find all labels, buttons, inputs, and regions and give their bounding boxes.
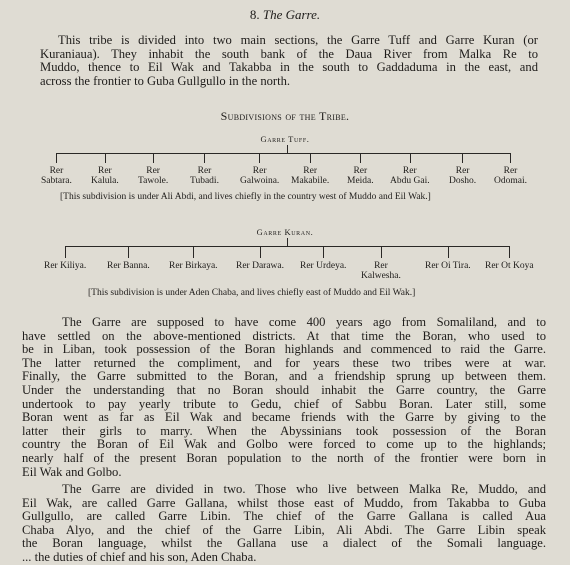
subdivision-node — [347, 166, 374, 186]
node-line-2: Tawole. — [138, 176, 169, 186]
node-line-1: Rer — [146, 166, 160, 176]
node-line-1: Rer — [353, 166, 368, 176]
text-line: Under the understanding that no Boran should inhabit the Garre country, the Garre — [22, 382, 546, 397]
subdivisions-title: Subdivisions of the Tribe. — [220, 109, 350, 123]
text-line: Boran went as far as Eil Wak and became friends with the Garre by giving to the — [22, 410, 546, 425]
tree-connector — [323, 246, 324, 258]
intro-paragraph — [40, 34, 538, 88]
tree-connector — [56, 153, 511, 154]
garre-kuran-label: Garre Kuran. — [256, 227, 314, 237]
tree-connector — [462, 153, 463, 163]
tree-connector — [128, 246, 129, 258]
history-paragraph — [22, 316, 546, 479]
subdivision-node — [291, 166, 329, 186]
subdivision-node — [240, 166, 279, 186]
node-line-2: Sabtara. — [41, 176, 72, 186]
tree-connector — [56, 153, 57, 163]
tree-connector — [65, 246, 66, 258]
tree-connector — [287, 238, 288, 246]
text-line: country the Boran of Eil Wak and Golbo were forced to come up to the highlands; — [22, 437, 546, 452]
node-line-2: Meida. — [347, 176, 374, 186]
text-line: across the frontier to Guba Gullgullo in the north. — [40, 73, 291, 88]
node-line-2: Makabile. — [291, 176, 330, 186]
tree-connector — [287, 145, 288, 153]
text-line: be in Liban, took possession of the Boran highlands and commenced to raid the Garre. — [22, 342, 546, 357]
garre-kuran-note: [This subdivision is under Aden Chaba, and lives chiefly east of Muddo and Eil Wak.] — [88, 288, 416, 298]
node-line-1: Rer Oi Tira. — [425, 261, 471, 271]
tree-connector — [259, 153, 260, 163]
subdivision-node — [300, 261, 346, 271]
node-line-1: Rer Darawa. — [236, 261, 285, 271]
text-line: Muddo, thence to Eil Wak and Takabba in the south to Gaddaduma in the east, and — [40, 60, 538, 75]
node-line-1: Rer — [252, 166, 267, 176]
tree-connector — [448, 246, 449, 258]
node-line-1: Rer — [503, 166, 518, 176]
subdivision-node — [138, 166, 168, 186]
text-line: Gullgullo, are called Garre Libin. The chief of the Garre Gallana is called Aua — [22, 509, 546, 524]
subdivision-node — [485, 261, 534, 271]
text-line: undertook to pay yearly tribute to Gedu, chief of Sabbu Boran. Later still, some — [22, 396, 546, 411]
subdivision-node — [169, 261, 218, 271]
text-line: have settled on the above-mentioned districts. At that time the Boran, who used to — [22, 328, 546, 343]
text-line: This tribe is divided into two main sections, the Garre Tuff and Garre Kuran (or — [58, 33, 538, 47]
text-line: The latter returned the compliment, and for years these two tribes were at war. — [22, 355, 546, 370]
node-line-1: Rer — [197, 166, 212, 176]
tree-connector — [310, 153, 311, 163]
node-line-2: Kalula. — [91, 176, 119, 186]
text-line: the Boran language, whilst the Gallana use a dialect of the Somali language. — [22, 536, 546, 551]
node-line-1: Rer — [455, 166, 470, 176]
node-line-2: Abdu Gai. — [390, 176, 430, 186]
text-line: The Garre are supposed to have come 400 years ago from Somaliland, and to — [62, 315, 546, 329]
subdivision-node — [449, 166, 476, 186]
text-line: The Garre are divided in two. Those who live between Malka Re, Muddo, and — [62, 482, 546, 496]
node-line-2: Galwoina. — [240, 176, 280, 186]
text-line: Eil Wak, are called Garre Gallana, whilst those east of Muddo, from Takabba to Guba — [22, 495, 546, 510]
section-heading — [0, 7, 570, 23]
text-line: Eil Wak and Golbo. — [22, 464, 122, 479]
node-line-1: Rer — [97, 166, 112, 176]
node-line-1: Rer Urdeya. — [300, 261, 347, 271]
subdivision-node — [390, 166, 430, 186]
subdivision-node — [107, 261, 150, 271]
division-paragraph — [22, 483, 546, 565]
tree-connector — [65, 246, 510, 247]
garre-tuff-note: [This subdivision is under Ali Abdi, and lives chiefly in the country west of Muddo and Eil Wak.] — [60, 192, 431, 202]
tree-connector — [204, 153, 205, 163]
node-line-1: Rer — [374, 261, 388, 271]
tree-connector — [105, 153, 106, 163]
tree-connector — [381, 246, 382, 258]
tree-connector — [410, 153, 411, 163]
tree-connector — [260, 246, 261, 258]
tree-connector — [360, 153, 361, 163]
tree-connector — [153, 153, 154, 163]
text-line: nearly half of the present Boran population to the north of the frontier were born in — [22, 450, 546, 465]
node-line-2: Kalwesha. — [361, 271, 401, 281]
subdivision-node — [236, 261, 284, 271]
subdivision-node — [494, 166, 527, 186]
text-line: Chaba Alyo, and the chief of the Garre Libin, Ali Abdi. The Garre Libin speak — [22, 522, 546, 537]
node-line-1: Rer Kiliya. — [44, 261, 87, 271]
subdivision-node — [190, 166, 219, 186]
subdivision-node — [91, 166, 119, 186]
tree-connector — [193, 246, 194, 258]
subdivision-node — [41, 166, 72, 186]
node-line-1: Rer — [402, 166, 417, 176]
node-line-2: Odomai. — [494, 176, 527, 186]
node-line-1: Rer Banna. — [107, 261, 150, 271]
text-line: latter their girls to marry. When the Abyssinians took possession of the Boran — [22, 423, 546, 438]
subdivision-node — [361, 261, 401, 281]
text-line: Kuraniaua). They inhabit the south bank of the Daua River from Malka Re to — [40, 46, 538, 61]
text-line: ... the duties of chief and his son, Aden Chaba. — [22, 549, 257, 564]
subdivision-node — [44, 261, 86, 271]
subdivision-node — [425, 261, 471, 271]
node-line-1: Rer Birkaya. — [169, 261, 218, 271]
tree-connector — [510, 153, 511, 163]
node-line-2: Dosho. — [449, 176, 477, 186]
garre-tuff-label: Garre Tuff. — [260, 134, 310, 144]
section-title: The Garre. — [262, 7, 321, 22]
node-line-1: Rer — [49, 166, 64, 176]
text-line: Finally, the Garre submitted to the Boran, and a friendship sprung up between them. — [22, 369, 546, 384]
node-line-1: Rer Ot Koya — [485, 261, 534, 271]
node-line-2: Tubadi. — [190, 176, 219, 186]
section-number: 8. — [249, 7, 260, 22]
node-line-1: Rer — [303, 166, 317, 176]
tree-connector — [509, 246, 510, 258]
